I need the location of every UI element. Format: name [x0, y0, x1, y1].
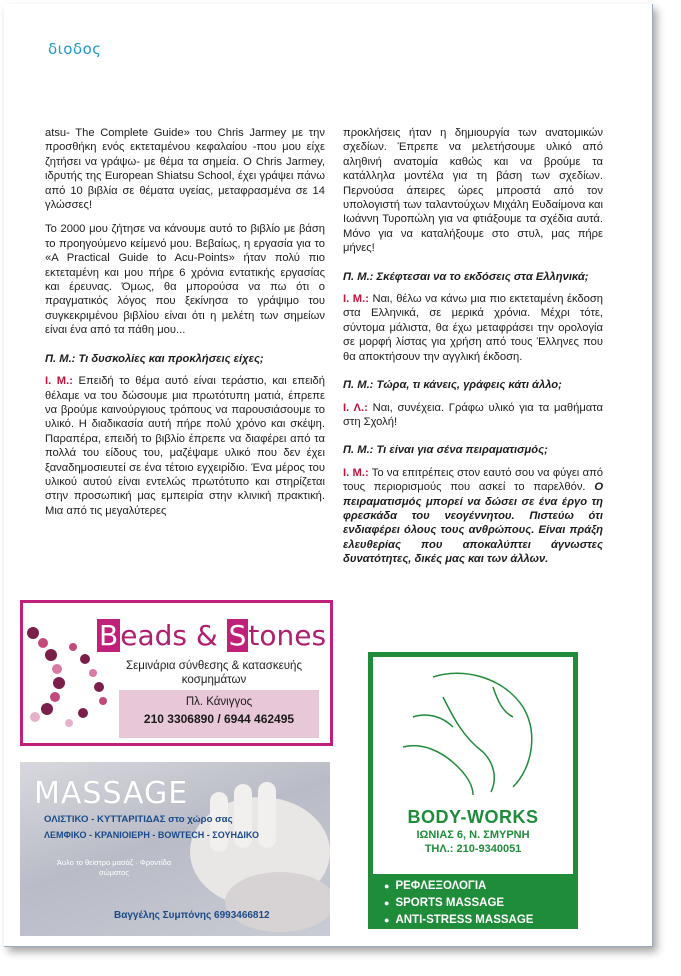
speaker-label: Ι. Λ.:: [343, 401, 368, 414]
body-works-ad: [368, 652, 578, 929]
body-works-phone: ΤΗΛ.: 210-9340051: [424, 843, 522, 855]
interview-answer: [343, 466, 603, 567]
foot-drawing-panel: [373, 657, 573, 797]
paragraph: προκλήσεις ήταν η δημιουργία των ανατομικών σχεδίων. Έπρεπε να μελετήσουμε υλικό από αληθινή ανατομία καθώς και να βρούμε τα κατάλληλα μοντέλα για τη βάση των σχεδίων. Περνούσα άπειρες ώρες μπροστά από τον υπολογιστή των ταλαντούχων Μιχάλη Ευδαίμονα και Ιωάννη Τυροπώλη για να φτιάξουμε τα σχέδια αυτά. Μόνο για να καταλήξουμε στο στυλ, μας πήρε μήνες!: [343, 127, 603, 255]
interview-question: Π. Μ.: Σκέφτεσαι να το εκδόσεις στα Ελληνικά;: [343, 270, 589, 283]
body-works-name: BODY-WORKS: [407, 807, 539, 827]
paragraph: Το 2000 μου ζήτησε να κάνουμε αυτό το βιβλίο με βάση το προηγούμενο κείμενό μου. Βεβαίως, η εργασία για το «A Practical Guide to Acu-Points» ήταν πολύ πιο εκτεταμένη και μου πήρε 6 χρόνια εντατικής εργασίας και έρευνας. Όμως, θα μπορούσα να πω ότι ο πραγματικός λόγος που ξεκίνησα το γράψιμο του συγκεκριμένου βιβλίου είναι ότι η μελέτη των σημείων είναι ένα από τα πάθη μου...: [45, 223, 325, 337]
interview-question: Π. Μ.: Τώρα, τι κάνεις, γράφεις κάτι άλλο;: [343, 379, 562, 392]
interview-answer: [343, 292, 603, 364]
massage-blurb: Άυλο το θείστρο μασάζ · Φροντίδα σώματος: [56, 858, 172, 877]
article-column-left: [45, 126, 325, 528]
list-item: ● ANTI-STRESS MASSAGE: [384, 912, 574, 929]
body-works-services: [384, 878, 574, 929]
answer-emphasis: Ο πειραματισμός μπορεί να δώσει σε ένα έργο τη φρεσκάδα του νεογέννητου. Πιστεύω ότι ενδιαφέρει όλους τους ανθρώπους. Είναι πράξη ελευθερίας που αποκαλύπτει άγνωστες δυνατότητες, δικές μας και των άλλων.: [343, 481, 604, 566]
answer-text: Ναι, θέλω να κάνω μια πιο εκτεταμένη έκδοση στα Ελληνικά, σε μερικά χρόνια. Μέχρι τότε, σύντομα μάλιστα, θα έχω μεταφράσει την ορολογία σε μορφή λίστας για χρήση από τους Έλληνες που θα αποκτήσουν την αγγλική έκδοση.: [343, 293, 604, 363]
list-item: ● SPORTS MASSAGE: [384, 895, 574, 912]
foot-drawing-image: [373, 657, 573, 797]
list-item: ● ΡΕΦΛΕΞΟΛΟΓΙΑ: [384, 878, 574, 895]
body-works-info: [373, 797, 573, 874]
body-works-address: ΙΩΝΙΑΣ 6, Ν. ΣΜΥΡΝΗ: [416, 829, 530, 841]
answer-text: Ναι, συνέχεια. Γράφω υλικό για τα μαθήματα στη Σχολή!: [343, 401, 603, 428]
interview-answer: [45, 374, 325, 518]
beads-phones: 210 3306890 / 6944 462495: [143, 712, 295, 726]
speaker-label: Ι. Μ.:: [343, 293, 369, 306]
interview-question: Π. Μ.: Τι δυσκολίες και προκλήσεις είχες;: [45, 352, 264, 365]
answer-text: Επειδή το θέμα αυτό είναι τεράστιο, και επειδή θέλαμε να του δώσουμε μια πρωτότυπη ματιά, έπρεπε να βρούμε καινούργιους τρόπους να παρουσιάσουμε το υλικό. Η διαδικασία αυτή πήρε πολύ χρόνο και σκέψη. Παραπέρα, επειδή το βιβλίο έπρεπε να διαφέρει από τα πολλά του είδους του, μαζέψαμε υλικό που δεν έχει ξαναδημοσιευτεί σε ένα τέτοιο εγχειρίδιο. Ένα μέρος του υλικού αυτού είναι εντελώς πρωτότυπο και στηρίζεται στην προσωπική μας εμπειρία στην κλινική πρακτική. Μια από τις μεγαλύτερες: [45, 375, 325, 517]
beads-title: Beads & Stones: [99, 619, 327, 652]
article-column-right: [343, 126, 603, 577]
interview-question: Π. Μ.: Τι είναι για σένα πειραματισμός;: [343, 444, 548, 457]
answer-text: Το να επιτρέπεις στον εαυτό σου να φύγει από τους περιορισμούς που ασκεί το παρελθόν.: [343, 466, 604, 494]
beads-location: Πλ. Κάνιγγος: [185, 696, 253, 708]
massage-title: MASSAGE: [34, 776, 189, 811]
massage-ad: [20, 762, 330, 936]
interview-answer: [343, 401, 603, 430]
speaker-label: Ι. Μ.:: [343, 466, 369, 479]
magazine-page: [4, 4, 653, 947]
massage-services-2: ΛΕΜΦΙΚΟ - ΚΡΑΝΙΟΙΕΡΗ - BOWTECH - ΣΟΥΗΔΙΚΟ: [44, 830, 260, 840]
magazine-logo: διοδος: [48, 40, 102, 58]
massage-services-1: ΟΛΙΣΤΙΚΟ - ΚΥΤΤΑΡΙΤΙΔΑΣ στο χώρο σας: [44, 814, 233, 825]
beads-contact-box: [119, 690, 319, 738]
beads-subtitle: Σεμινάρια σύνθεσης & κατασκευής κοσμημάτων: [126, 660, 302, 686]
paragraph: atsu- The Complete Guide» του Chris Jarmey με την προσθήκη ενός εκτεταμένου κεφαλαίου -που μου είχε ζητήσει να γράψω- με θέμα τα σημεία. Ο Chris Jarmey, ιδρυτής της European Shiatsu School, έχει γράψει πάνω από 10 βιβλία σε θέματα υγείας, μεταφρασμένα σε 14 γλώσσες!: [45, 127, 325, 212]
speaker-label: Ι. Μ.:: [45, 375, 73, 388]
massage-contact: Βαγγέλης Συμπόνης 6993466812: [114, 910, 270, 921]
beads-stones-ad: [20, 600, 333, 746]
